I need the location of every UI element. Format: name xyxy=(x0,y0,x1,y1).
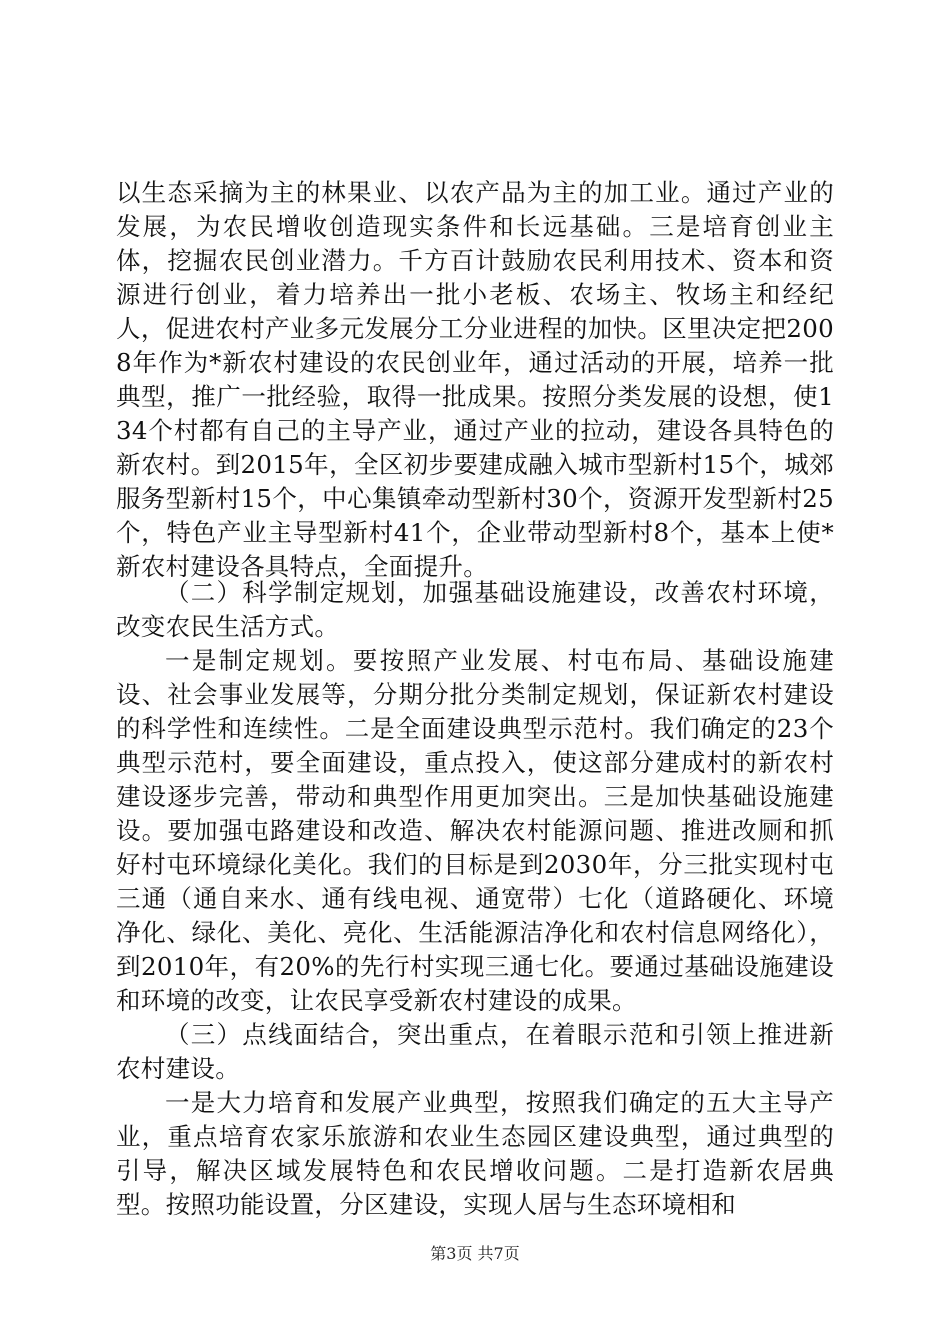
section-heading-2: （二）科学制定规划，加强基础设施建设，改善农村环境，改变农民生活方式。 xyxy=(116,578,834,641)
paragraph-3: 一是大力培育和发展产业典型，按照我们确定的五大主导产业，重点培育农家乐旅游和农业生态园区建设典型，通过典型的引导，解决区域发展特色和农民增收问题。二是打造新农居典型。按照功能设置，分区建设，实现人居与生态环境相和 xyxy=(116,1088,834,1219)
paragraph-2: 一是制定规划。要按照产业发展、村屯布局、基础设施建设、社会事业发展等，分期分批分类制定规划，保证新农村建设的科学性和连续性。二是全面建设典型示范村。我们确定的23个典型示范村，要全面建设，重点投入，使这部分建成村的新农村建设逐步完善，带动和典型作用更加突出。三是加快基础设施建设。要加强屯路建设和改造、解决农村能源问题、推进改厕和抓好村屯环境绿化美化。我们的目标是到2030年，分三批实现村屯三通（通自来水、通有线电视、通宽带）七化（道路硬化、环境净化、绿化、美化、亮化、生活能源洁净化和农村信息网络化），到2010年，有20%的先行村实现三通七化。要通过基础设施建设和环境的改变，让农民享受新农村建设的成果。 xyxy=(116,646,834,1015)
paragraph-1: 以生态采摘为主的林果业、以农产品为主的加工业。通过产业的发展，为农民增收创造现实条件和长远基础。三是培育创业主体，挖掘农民创业潜力。千方百计鼓励农民利用技术、资本和资源进行创业，着力培养出一批小老板、农场主、牧场主和经纪人，促进农村产业多元发展分工分业进程的加快。区里决定把2008年作为*新农村建设的农民创业年，通过活动的开展，培养一批典型，推广一批经验，取得一批成果。按照分类发展的设想，使134个村都有自己的主导产业，通过产业的拉动，建设各具特色的新农村。到2015年，全区初步要建成融入城市型新村15个，城郊服务型新村15个，中心集镇牵动型新村30个，资源开发型新村25个，特色产业主导型新村41个，企业带动型新村8个，基本上使*新农村建设各具特点，全面提升。 xyxy=(116,178,834,581)
page-number-footer: 第3页 共7页 xyxy=(430,1244,520,1263)
section-heading-3: （三）点线面结合，突出重点，在着眼示范和引领上推进新农村建设。 xyxy=(116,1020,834,1083)
body-text-block-2 xyxy=(116,576,834,1222)
body-text-block-1 xyxy=(116,176,834,584)
